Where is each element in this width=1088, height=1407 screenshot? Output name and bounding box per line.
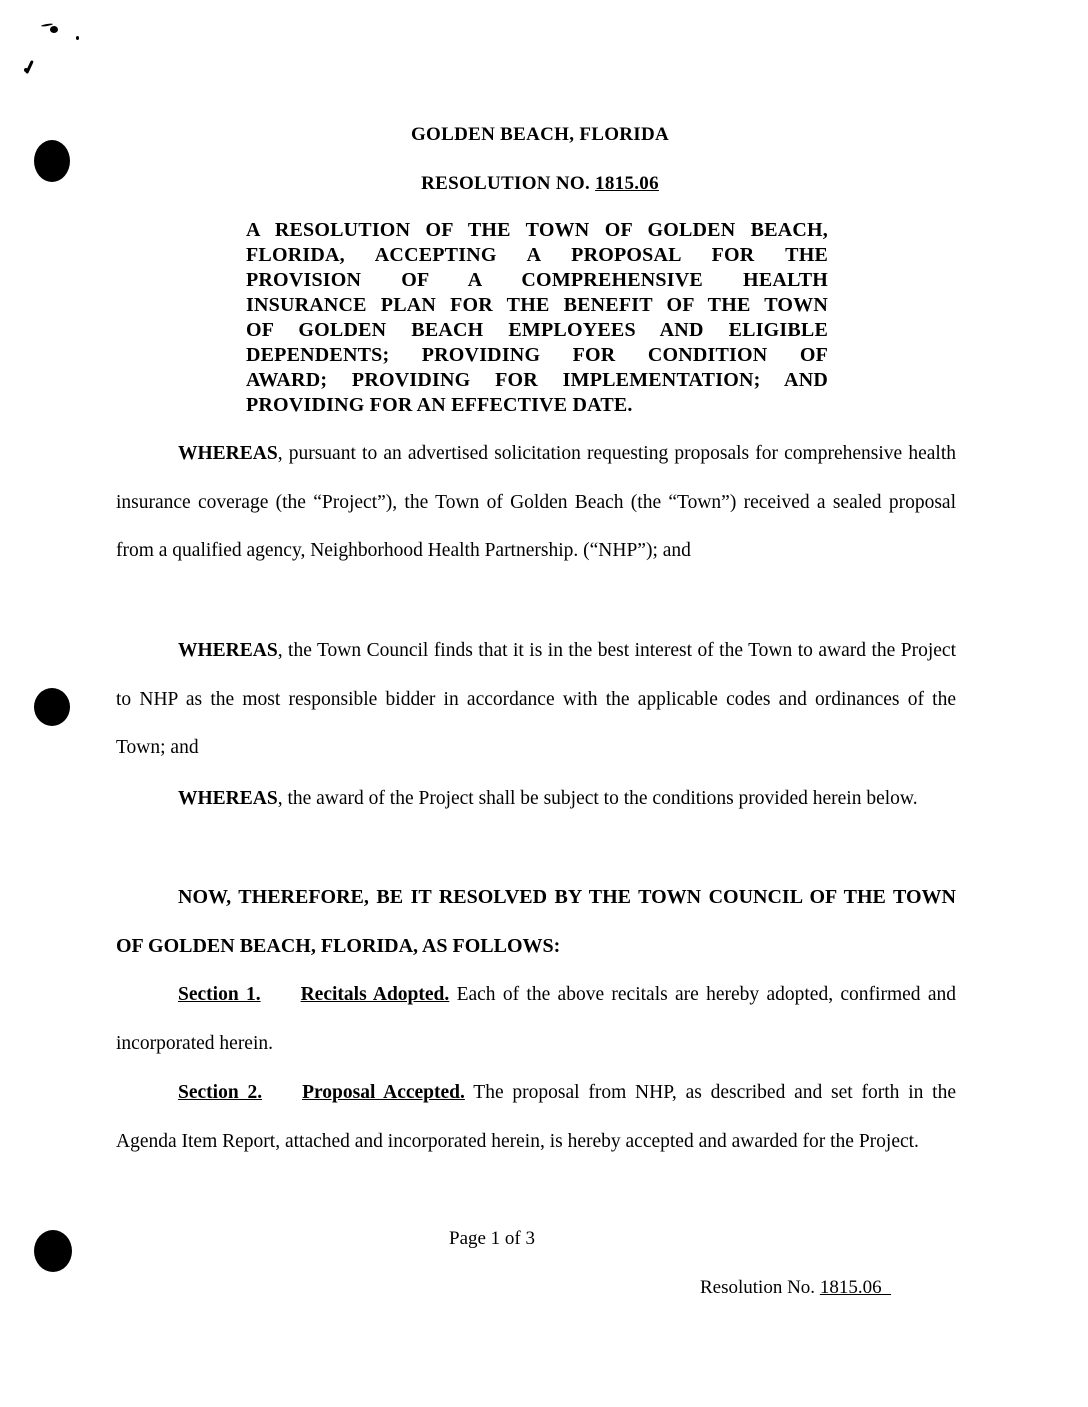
recital-paragraph bbox=[116, 775, 956, 824]
footer-resolution-value: 1815.06 bbox=[819, 1277, 882, 1298]
punch-hole-middle bbox=[34, 688, 70, 726]
footer-resolution-label: Resolution No. bbox=[700, 1277, 820, 1298]
recital-lead: WHEREAS bbox=[178, 443, 278, 464]
resolution-caption bbox=[246, 218, 828, 418]
caption-line: AWARD; PROVIDING FOR IMPLEMENTATION; AND bbox=[246, 369, 828, 391]
footer-resolution-number bbox=[700, 1277, 891, 1299]
caption-line: FLORIDA, ACCEPTING A PROPOSAL FOR THE bbox=[246, 244, 828, 266]
section-paragraph bbox=[116, 1069, 956, 1166]
section-number: Section 1. bbox=[178, 984, 261, 1005]
resolved-clause bbox=[116, 873, 956, 970]
page-number: Page 1 of 3 bbox=[449, 1228, 536, 1249]
resolved-text: NOW, THEREFORE, BE IT RESOLVED BY THE TOWN COUNCIL OF THE TOWN OF GOLDEN BEACH, FLORIDA, AS FOLLOWS: bbox=[116, 886, 956, 957]
caption-line: INSURANCE PLAN FOR THE BENEFIT OF THE TOWN bbox=[246, 294, 828, 316]
recital-paragraph bbox=[116, 430, 956, 576]
section-paragraph bbox=[116, 971, 956, 1068]
section-number: Section 2. bbox=[178, 1082, 263, 1103]
recital-text: , the award of the Project shall be subject to the conditions provided herein below. bbox=[277, 788, 918, 809]
caption-line: A RESOLUTION OF THE TOWN OF GOLDEN BEACH, bbox=[246, 219, 828, 241]
recital-text: , the Town Council finds that it is in the best interest of the Town to award the Project to NHP as the most responsible bidder in accordance with the applicable codes and ordinances of the Town; and bbox=[116, 640, 956, 758]
recital-lead: WHEREAS bbox=[178, 640, 278, 661]
scan-speck bbox=[24, 68, 28, 72]
caption-line: PROVIDING FOR AN EFFECTIVE DATE. bbox=[246, 394, 633, 416]
resolution-heading bbox=[421, 173, 659, 195]
caption-line: PROVISION OF A COMPREHENSIVE HEALTH bbox=[246, 269, 828, 291]
recital-paragraph bbox=[116, 627, 956, 773]
section-text: The proposal from NHP, as described and set forth in the Agenda Item Report, attached and incorporated herein, is hereby accepted and awarded for the Project. bbox=[116, 1082, 956, 1152]
footer-underline-blank bbox=[882, 1277, 892, 1298]
document-place-heading: GOLDEN BEACH, FLORIDA bbox=[410, 124, 670, 145]
section-heading: Proposal Accepted. bbox=[302, 1082, 465, 1103]
resolution-number: 1815.06 bbox=[595, 173, 659, 194]
punch-hole-bottom bbox=[34, 1230, 72, 1272]
scan-speck bbox=[76, 36, 79, 40]
section-heading: Recitals Adopted. bbox=[300, 984, 450, 1005]
caption-line: DEPENDENTS; PROVIDING FOR CONDITION OF bbox=[246, 344, 828, 366]
caption-line: OF GOLDEN BEACH EMPLOYEES AND ELIGIBLE bbox=[246, 319, 828, 341]
recital-text: , pursuant to an advertised solicitation requesting proposals for comprehensive health insurance coverage (the “Project”), the Town of Golden Beach (the “Town”) received a sealed proposal from a qualified agency, Neighborhood Health Partnership. (“NHP”); and bbox=[116, 443, 956, 561]
resolution-label: RESOLUTION NO. bbox=[421, 173, 596, 194]
punch-hole-top bbox=[34, 140, 70, 182]
section-text: Each of the above recitals are hereby adopted, confirmed and incorporated herein. bbox=[116, 984, 956, 1054]
scan-speck bbox=[50, 26, 58, 33]
recital-lead: WHEREAS bbox=[178, 788, 278, 809]
